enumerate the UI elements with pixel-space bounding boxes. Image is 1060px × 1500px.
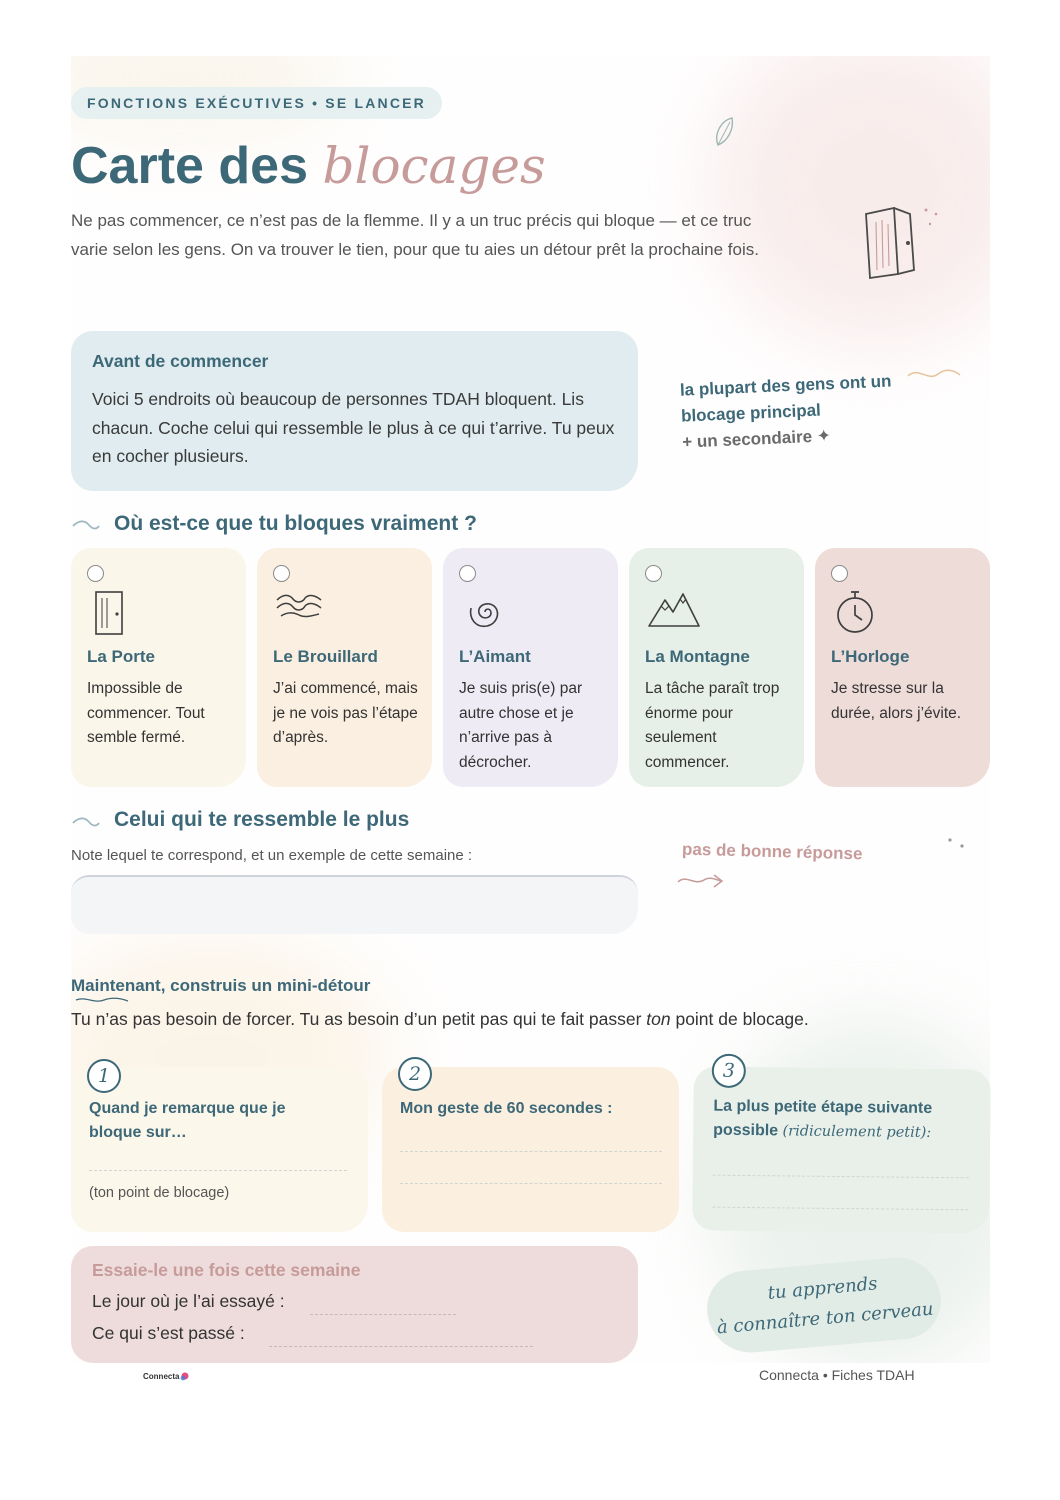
blocker-card-fog[interactable]: [257, 548, 432, 787]
try-heading: Essaie-le une fois cette semaine: [92, 1260, 361, 1280]
step-answer-line[interactable]: [89, 1170, 347, 1171]
card-text: Je suis pris(e) par autre chose et je n’arrive pas à décrocher.: [459, 680, 583, 771]
side-note-line1: la plupart des gens ont un blocage principal: [679, 371, 892, 426]
blocker-card-clock[interactable]: [815, 548, 990, 787]
side-note-no-right-answer: pas de bonne réponse: [681, 839, 863, 864]
blocker-card-door[interactable]: [71, 548, 246, 787]
card-title: La Montagne: [645, 647, 750, 666]
step-label-text: La plus petite étape suivante possible: [713, 1097, 933, 1140]
section-heading-where: Où est-ce que tu bloques vraiment ?: [114, 512, 477, 535]
arrow-icon: [676, 870, 726, 892]
checkbox-clock[interactable]: [831, 565, 848, 582]
card-text: Impossible de commencer. Tout semble fermé.: [87, 680, 205, 747]
mountain-icon: [647, 588, 701, 632]
detour-text-emphasis: ton: [646, 1009, 671, 1029]
connecta-logo: [143, 1372, 189, 1382]
step-answer-line[interactable]: [400, 1183, 662, 1184]
instructions-text: Voici 5 endroits où beaucoup de personnes TDAH bloquent. Lis chacun. Coche celui qui ressemble le plus à ce qui t’arrive. Tu peux en cocher plusieurs.: [92, 389, 615, 466]
intro-paragraph: Ne pas commencer, ce n’est pas de la flemme. Il y a un truc précis qui bloque — et ce truc varie selon les gens. On va trouver le tien, pour que tu aies un détour prêt la prochaine fois.: [71, 211, 759, 259]
wave-bullet-icon: [71, 518, 101, 532]
page-title-accent: blocages: [322, 137, 546, 195]
card-title: L’Aimant: [459, 647, 531, 666]
try-row-result-line[interactable]: [269, 1346, 533, 1347]
checkbox-magnet[interactable]: [459, 565, 476, 582]
step-answer-line[interactable]: [712, 1207, 968, 1211]
detour-step-2: [382, 1063, 679, 1232]
instructions-heading: Avant de commencer: [92, 351, 269, 371]
logo-mark-icon: [179, 1372, 189, 1382]
checkbox-mountain[interactable]: [645, 565, 662, 582]
step-hint: (ton point de blocage): [89, 1185, 230, 1201]
detour-intro: [71, 1009, 809, 1030]
instructions-box: [71, 331, 638, 491]
page-title: [71, 134, 546, 198]
section-heading-most: Celui qui te ressemble le plus: [114, 808, 410, 831]
step-number: 2: [398, 1057, 432, 1091]
door-icon: [89, 588, 129, 636]
step-number: 3: [712, 1054, 746, 1088]
step-label: Mon geste de 60 secondes :: [400, 1100, 613, 1117]
leaf-icon: [712, 115, 736, 149]
stopwatch-icon: [833, 588, 879, 636]
spiral-magnet-icon: [461, 588, 509, 634]
underline-squiggle-icon: [74, 994, 130, 1006]
logo-text: Connecta: [143, 1372, 180, 1382]
step-label-handwritten: (ridiculement petit):: [782, 1123, 932, 1141]
page-title-main: Carte des: [71, 137, 308, 195]
card-title: La Porte: [87, 647, 156, 666]
try-row-result-label: Ce qui s’est passé :: [92, 1323, 245, 1343]
step-label: [713, 1095, 973, 1146]
decor-wash-top-right: [711, 56, 990, 346]
checkbox-door[interactable]: [87, 565, 104, 582]
try-row-day-line[interactable]: [310, 1314, 456, 1315]
blocker-card-mountain[interactable]: [629, 548, 804, 787]
wave-bullet-icon: [71, 815, 101, 829]
answer-field[interactable]: [71, 875, 638, 934]
card-title: Le Brouillard: [273, 647, 378, 666]
step-answer-line[interactable]: [400, 1151, 662, 1152]
try-row-day-label: Le jour où je l’ai essayé :: [92, 1291, 285, 1311]
detour-heading: Maintenant, construis un mini-détour: [71, 976, 371, 995]
fog-icon: [275, 588, 327, 628]
try-this-week-box: [71, 1246, 638, 1363]
detour-text-before: Tu n’as pas besoin de forcer. Tu as besoin d’un petit pas qui te fait passer: [71, 1009, 647, 1029]
card-text: J’ai commencé, mais je ne vois pas l’étape d’après.: [273, 680, 418, 747]
badge-line2: à connaître ton cerveau: [716, 1298, 935, 1339]
step-label: Quand je remarque que je bloque sur…: [89, 1100, 286, 1141]
footer-credit: Connecta • Fiches TDAH: [759, 1367, 915, 1383]
sparkle-dots-icon: [944, 834, 968, 854]
card-title: L’Horloge: [831, 647, 910, 666]
category-tag: FONCTIONS EXÉCUTIVES • SE LANCER: [71, 87, 442, 119]
door-illustration-icon: [858, 200, 948, 282]
blocker-card-magnet[interactable]: [443, 548, 618, 787]
side-note-main-blocage: [679, 366, 942, 455]
step-number: 1: [87, 1059, 121, 1093]
step-answer-line[interactable]: [713, 1175, 969, 1179]
answer-hint: Note lequel te correspond, et un exemple de cette semaine :: [71, 847, 473, 864]
badge-line1: tu apprends: [766, 1273, 879, 1304]
checkbox-fog[interactable]: [273, 565, 290, 582]
card-text: La tâche paraît trop énorme pour seulement commencer.: [645, 680, 780, 771]
side-note-line2: + un secondaire ✦: [681, 426, 832, 452]
detour-text-after: point de blocage.: [670, 1009, 809, 1029]
detour-step-3: [692, 1059, 991, 1233]
card-text: Je stresse sur la durée, alors j’évite.: [831, 680, 962, 722]
detour-step-1: [71, 1067, 368, 1232]
